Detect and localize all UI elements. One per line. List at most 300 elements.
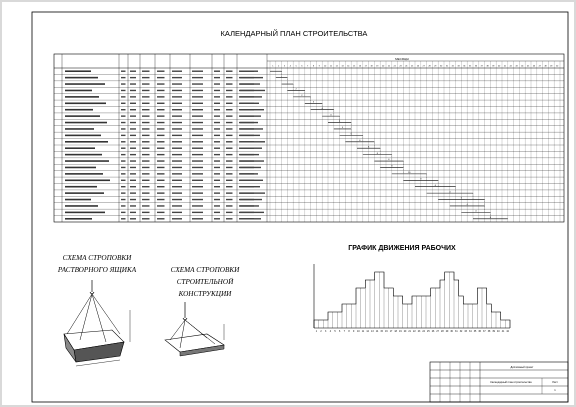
sling-right — [92, 294, 120, 334]
cell-value-stroke — [142, 96, 150, 97]
cell-value-stroke — [214, 128, 220, 129]
cell-value-stroke — [214, 83, 220, 84]
cell-value-stroke — [121, 218, 126, 219]
cell-value-stroke — [130, 71, 136, 72]
cell-value-stroke — [121, 205, 126, 206]
chart-bar — [347, 304, 352, 328]
chart-bar — [505, 320, 510, 328]
cell-value-stroke — [172, 83, 182, 84]
cell-value-stroke — [157, 103, 165, 104]
cell-value-stroke — [130, 186, 136, 187]
cell-value-stroke — [226, 205, 233, 206]
x-tick-label: 19 — [399, 331, 402, 333]
cell-text-stroke — [65, 147, 95, 149]
x-tick-label: 40 — [497, 331, 500, 333]
cell-value-stroke — [192, 167, 203, 168]
cell-value-stroke — [226, 115, 233, 116]
x-tick-label: 26 — [431, 331, 435, 333]
day-number: 27 — [422, 65, 425, 68]
x-tick-label: 41 — [501, 331, 505, 333]
day-number: 43 — [515, 65, 518, 68]
x-tick-label: 13 — [371, 331, 374, 333]
cell-value-stroke — [121, 212, 126, 213]
cell-value-stroke — [226, 109, 233, 110]
gantt-crew-label: 3 — [489, 216, 492, 219]
cell-value-stroke — [121, 141, 126, 142]
gantt-crew-label: 6 — [388, 159, 390, 162]
cell-value-stroke — [121, 83, 126, 84]
cell-value-stroke — [142, 167, 150, 168]
cell-value-stroke — [192, 218, 203, 219]
cell-value-stroke — [226, 160, 233, 161]
gantt-crew-label: 8 — [367, 146, 370, 149]
cell-value-stroke — [214, 90, 220, 91]
cell-value-stroke — [130, 154, 136, 155]
sling-c-front — [180, 320, 185, 348]
cell-value-stroke — [121, 186, 126, 187]
cell-text-stroke — [240, 77, 263, 78]
gantt-crew-label: 8 — [420, 178, 422, 181]
x-tick-label: 8 — [348, 331, 350, 333]
cell-value-stroke — [130, 90, 136, 91]
cell-value-stroke — [130, 192, 136, 193]
cell-value-stroke — [157, 154, 165, 155]
cell-value-stroke — [157, 160, 165, 161]
cell-value-stroke — [172, 167, 182, 168]
cell-text-stroke — [240, 218, 261, 219]
cell-text-stroke — [65, 167, 96, 169]
cell-value-stroke — [192, 141, 203, 142]
cell-value-stroke — [121, 115, 126, 116]
cell-value-stroke — [214, 71, 220, 72]
day-number: 7 — [307, 65, 309, 68]
day-number: 21 — [387, 65, 390, 68]
day-number: 16 — [358, 65, 361, 68]
day-number-row — [272, 66, 558, 68]
cell-value-stroke — [142, 115, 150, 116]
cell-value-stroke — [157, 167, 165, 168]
cell-value-stroke — [130, 83, 136, 84]
cell-value-stroke — [214, 154, 220, 155]
cell-value-stroke — [226, 90, 233, 91]
cell-text-stroke — [240, 148, 262, 149]
cell-value-stroke — [226, 103, 233, 104]
x-tick-label: 6 — [339, 331, 341, 333]
cell-value-stroke — [157, 83, 165, 84]
cell-value-stroke — [130, 205, 136, 206]
cell-value-stroke — [172, 71, 182, 72]
cell-value-stroke — [157, 148, 165, 149]
cell-value-stroke — [121, 160, 126, 161]
cell-value-stroke — [226, 173, 233, 174]
cell-value-stroke — [214, 135, 220, 136]
day-number: 14 — [347, 65, 350, 68]
cell-value-stroke — [130, 128, 136, 129]
cell-value-stroke — [172, 212, 182, 213]
cell-value-stroke — [142, 148, 150, 149]
sling-front-right — [92, 294, 106, 342]
cell-value-stroke — [157, 90, 165, 91]
chart-bar — [412, 296, 417, 328]
sling-c-back — [185, 320, 215, 344]
cell-value-stroke — [214, 77, 220, 78]
cell-value-stroke — [142, 173, 150, 174]
cell-value-stroke — [192, 71, 203, 72]
cell-text-stroke — [65, 135, 101, 137]
cell-value-stroke — [172, 160, 182, 161]
cell-value-stroke — [192, 109, 203, 110]
months-label: МЕСЯЦЫ — [395, 57, 409, 61]
cell-value-stroke — [130, 109, 136, 110]
x-tick-label: 36 — [478, 331, 481, 333]
chart-bar — [398, 296, 403, 328]
chart-bar — [445, 272, 450, 328]
cell-value-stroke — [226, 83, 233, 84]
cell-value-stroke — [214, 115, 220, 116]
cell-value-stroke — [226, 154, 233, 155]
cell-text-stroke — [240, 115, 261, 116]
cell-value-stroke — [192, 205, 203, 206]
day-number: 31 — [445, 65, 448, 68]
scheme-constr-title-2: СТРОИТЕЛЬНОЙ — [176, 278, 234, 286]
cell-value-stroke — [157, 180, 165, 181]
cell-value-stroke — [192, 173, 203, 174]
cell-value-stroke — [214, 109, 220, 110]
cell-text-stroke — [65, 109, 93, 111]
cell-value-stroke — [130, 103, 136, 104]
scheme-constr-title-3: КОНСТРУКЦИИ — [178, 290, 232, 298]
gantt-crew-label: 2 — [295, 88, 297, 91]
cell-text-stroke — [65, 218, 92, 220]
sling-front-left — [80, 294, 92, 340]
x-tick-label: 35 — [473, 331, 477, 333]
cell-value-stroke — [214, 103, 220, 104]
cell-value-stroke — [172, 103, 182, 104]
cell-value-stroke — [226, 192, 233, 193]
x-tick-label: 5 — [334, 331, 336, 333]
cell-value-stroke — [214, 186, 220, 187]
x-tick-label: 12 — [366, 331, 369, 333]
chart-title: ГРАФИК ДВИЖЕНИЯ РАБОЧИХ — [348, 245, 456, 252]
cell-text-stroke — [65, 160, 109, 162]
cell-value-stroke — [214, 148, 220, 149]
chart-bar — [351, 304, 356, 328]
sling-left — [67, 294, 92, 334]
cell-value-stroke — [157, 96, 165, 97]
chart-bars — [314, 272, 510, 328]
cell-value-stroke — [121, 122, 126, 123]
cell-value-stroke — [121, 109, 126, 110]
day-number: 4 — [289, 65, 291, 68]
day-number: 5 — [295, 65, 297, 68]
cell-value-stroke — [192, 160, 203, 161]
cell-text-stroke — [65, 154, 102, 156]
cell-value-stroke — [226, 128, 233, 129]
cell-value-stroke — [130, 218, 136, 219]
hook-icon — [90, 292, 94, 294]
x-tick-label: 16 — [385, 331, 388, 333]
cell-value-stroke — [130, 148, 136, 149]
day-number: 39 — [492, 65, 495, 68]
chart-tick-labels — [316, 331, 510, 333]
day-number: 36 — [474, 65, 477, 68]
cell-text-stroke — [65, 70, 91, 72]
chart-bar — [431, 288, 436, 328]
day-number: 45 — [527, 65, 530, 68]
cell-value-stroke — [142, 186, 150, 187]
cell-value-stroke — [192, 186, 203, 187]
cell-value-stroke — [142, 83, 150, 84]
mortar-box-body — [74, 342, 124, 362]
chart-bar — [389, 288, 394, 328]
chart-bar — [333, 312, 338, 328]
cell-value-stroke — [214, 205, 220, 206]
cell-value-stroke — [157, 141, 165, 142]
day-number: 37 — [480, 65, 483, 68]
cell-text-stroke — [65, 96, 99, 98]
x-tick-label: 21 — [408, 331, 411, 333]
cell-text-stroke — [240, 160, 264, 161]
stamp-line-4: 1 — [554, 389, 556, 392]
day-number: 48 — [544, 65, 547, 68]
cell-value-stroke — [130, 212, 136, 213]
gantt-crew-label: 3 — [330, 114, 332, 117]
stamp-line-3: Лист — [552, 381, 558, 384]
gantt-crew-label: 6 — [359, 139, 361, 142]
x-tick-label: 29 — [445, 331, 449, 333]
cell-value-stroke — [130, 77, 136, 78]
day-number: 34 — [463, 65, 466, 68]
chart-bar — [477, 288, 482, 328]
cell-value-stroke — [226, 212, 233, 213]
x-tick-label: 34 — [469, 331, 472, 333]
gantt-crew-label: 8 — [391, 165, 393, 168]
drawing-sheet — [2, 2, 574, 405]
chart-bar — [459, 296, 464, 328]
x-tick-label: 39 — [492, 331, 495, 333]
cell-text-stroke — [240, 103, 259, 104]
cell-value-stroke — [192, 77, 203, 78]
cell-text-stroke — [240, 167, 261, 168]
chart-bar — [356, 288, 361, 328]
cell-value-stroke — [214, 218, 220, 219]
cell-value-stroke — [226, 199, 233, 200]
cell-value-stroke — [226, 122, 233, 123]
hook-icon-2 — [183, 318, 187, 320]
day-number: 40 — [498, 65, 501, 68]
x-tick-label: 17 — [389, 331, 393, 333]
day-number: 9 — [318, 65, 320, 68]
x-tick-label: 30 — [450, 331, 453, 333]
cell-text-stroke — [240, 135, 260, 136]
cell-value-stroke — [142, 109, 150, 110]
cell-value-stroke — [157, 128, 165, 129]
cell-value-stroke — [142, 128, 150, 129]
cell-text-stroke — [65, 141, 108, 143]
chart-bar — [328, 312, 333, 328]
cell-value-stroke — [157, 218, 165, 219]
chart-bar — [407, 304, 412, 328]
x-tick-label: 33 — [464, 331, 467, 333]
cell-value-stroke — [142, 103, 150, 104]
cell-value-stroke — [157, 122, 165, 123]
cell-value-stroke — [192, 128, 203, 129]
cell-value-stroke — [130, 199, 136, 200]
cell-value-stroke — [214, 96, 220, 97]
cell-value-stroke — [226, 180, 233, 181]
cell-text-stroke — [240, 96, 262, 97]
cell-text-stroke — [240, 71, 258, 72]
chart-bar — [426, 296, 431, 328]
workers-chart — [314, 245, 510, 333]
cell-value-stroke — [214, 160, 220, 161]
x-tick-label: 11 — [361, 331, 365, 333]
day-number: 6 — [301, 65, 303, 68]
cell-text-stroke — [240, 154, 259, 155]
gantt-crew-label: 4 — [449, 191, 451, 194]
cell-value-stroke — [121, 128, 126, 129]
x-tick-label: 14 — [375, 331, 379, 333]
cell-value-stroke — [121, 96, 126, 97]
cell-value-stroke — [142, 199, 150, 200]
day-number: 13 — [341, 65, 344, 68]
cell-text-stroke — [240, 141, 265, 142]
chart-bar — [449, 272, 454, 328]
x-tick-label: 20 — [403, 331, 407, 333]
cell-text-stroke — [65, 83, 105, 85]
chart-bar — [487, 304, 492, 328]
cell-value-stroke — [142, 141, 150, 142]
day-number: 44 — [521, 65, 524, 68]
x-tick-label: 2 — [320, 331, 322, 333]
day-number: 25 — [411, 65, 414, 68]
stamp-line-1: Дипломный проект — [510, 366, 534, 369]
cell-text-stroke — [65, 212, 105, 214]
cell-value-stroke — [142, 71, 150, 72]
cell-value-stroke — [172, 77, 182, 78]
cell-text-stroke — [240, 173, 258, 174]
chart-bar — [361, 288, 366, 328]
gantt-crew-label: 6 — [434, 184, 436, 187]
cell-value-stroke — [214, 173, 220, 174]
cell-text-stroke — [65, 192, 104, 194]
gantt-crew-label: 4 — [466, 204, 468, 207]
cell-value-stroke — [192, 83, 203, 84]
chart-bar — [491, 312, 496, 328]
x-tick-label: 37 — [483, 331, 486, 333]
cell-value-stroke — [192, 199, 203, 200]
cell-value-stroke — [226, 135, 233, 136]
scheme-mortar-box — [57, 254, 137, 366]
cell-value-stroke — [142, 77, 150, 78]
cell-value-stroke — [121, 71, 126, 72]
cell-text-stroke — [240, 90, 265, 91]
scheme-construction — [165, 266, 240, 356]
cell-text-stroke — [65, 90, 92, 92]
gantt-crew-label: 6 — [460, 197, 463, 200]
cell-value-stroke — [172, 186, 182, 187]
day-number: 18 — [370, 65, 373, 68]
day-number: 41 — [503, 65, 506, 68]
cell-value-stroke — [214, 180, 220, 181]
chart-bar — [440, 280, 445, 328]
cell-value-stroke — [192, 90, 203, 91]
cell-value-stroke — [226, 218, 233, 219]
cell-text-stroke — [240, 128, 263, 129]
cell-value-stroke — [157, 192, 165, 193]
cell-value-stroke — [130, 115, 136, 116]
cell-value-stroke — [172, 122, 182, 123]
cell-value-stroke — [192, 96, 203, 97]
x-tick-label: 25 — [427, 331, 430, 333]
x-tick-label: 32 — [459, 331, 463, 333]
cell-value-stroke — [192, 135, 203, 136]
chart-bar — [337, 312, 342, 328]
table-gridlines — [54, 54, 564, 222]
cell-value-stroke — [130, 122, 136, 123]
cell-text-stroke — [65, 199, 91, 201]
cell-value-stroke — [142, 192, 150, 193]
chart-bar — [435, 288, 440, 328]
cell-value-stroke — [142, 205, 150, 206]
cell-value-stroke — [226, 148, 233, 149]
cell-value-stroke — [142, 135, 150, 136]
cell-value-stroke — [226, 141, 233, 142]
cell-value-stroke — [121, 90, 126, 91]
day-number: 2 — [278, 65, 280, 68]
day-number: 29 — [434, 65, 437, 68]
cell-value-stroke — [121, 77, 126, 78]
cell-value-stroke — [226, 96, 233, 97]
mortar-box-side — [64, 334, 76, 362]
cell-value-stroke — [121, 103, 126, 104]
title-block — [430, 362, 568, 402]
chart-bar — [468, 304, 473, 328]
cell-value-stroke — [214, 199, 220, 200]
cell-text-stroke — [65, 77, 98, 79]
x-tick-label: 3 — [325, 331, 327, 333]
gantt-crew-label: 8 — [376, 152, 378, 155]
day-number: 1 — [272, 65, 274, 68]
cell-value-stroke — [130, 96, 136, 97]
cell-value-stroke — [214, 192, 220, 193]
chart-bar — [403, 304, 408, 328]
cell-text-stroke — [65, 102, 106, 104]
cell-value-stroke — [192, 212, 203, 213]
cell-value-stroke — [214, 167, 220, 168]
cell-value-stroke — [142, 218, 150, 219]
cell-text-stroke — [240, 199, 262, 200]
x-tick-label: 28 — [441, 331, 444, 333]
cell-value-stroke — [121, 154, 126, 155]
cell-value-stroke — [172, 109, 182, 110]
stamp-line-2: Календарный план строительства — [490, 381, 532, 384]
chart-bar — [454, 280, 459, 328]
day-number: 12 — [335, 65, 338, 68]
chart-bar — [417, 296, 422, 328]
cell-value-stroke — [130, 180, 136, 181]
day-number: 3 — [283, 65, 286, 68]
scheme-constr-title-1: СХЕМА СТРОПОВКИ — [170, 266, 240, 274]
day-number: 19 — [376, 65, 379, 68]
cell-value-stroke — [192, 122, 203, 123]
day-number: 49 — [550, 65, 553, 68]
day-number: 11 — [329, 65, 332, 68]
cell-value-stroke — [157, 205, 165, 206]
day-number: 42 — [509, 65, 512, 68]
x-tick-label: 23 — [417, 331, 421, 333]
chart-bar — [375, 272, 380, 328]
